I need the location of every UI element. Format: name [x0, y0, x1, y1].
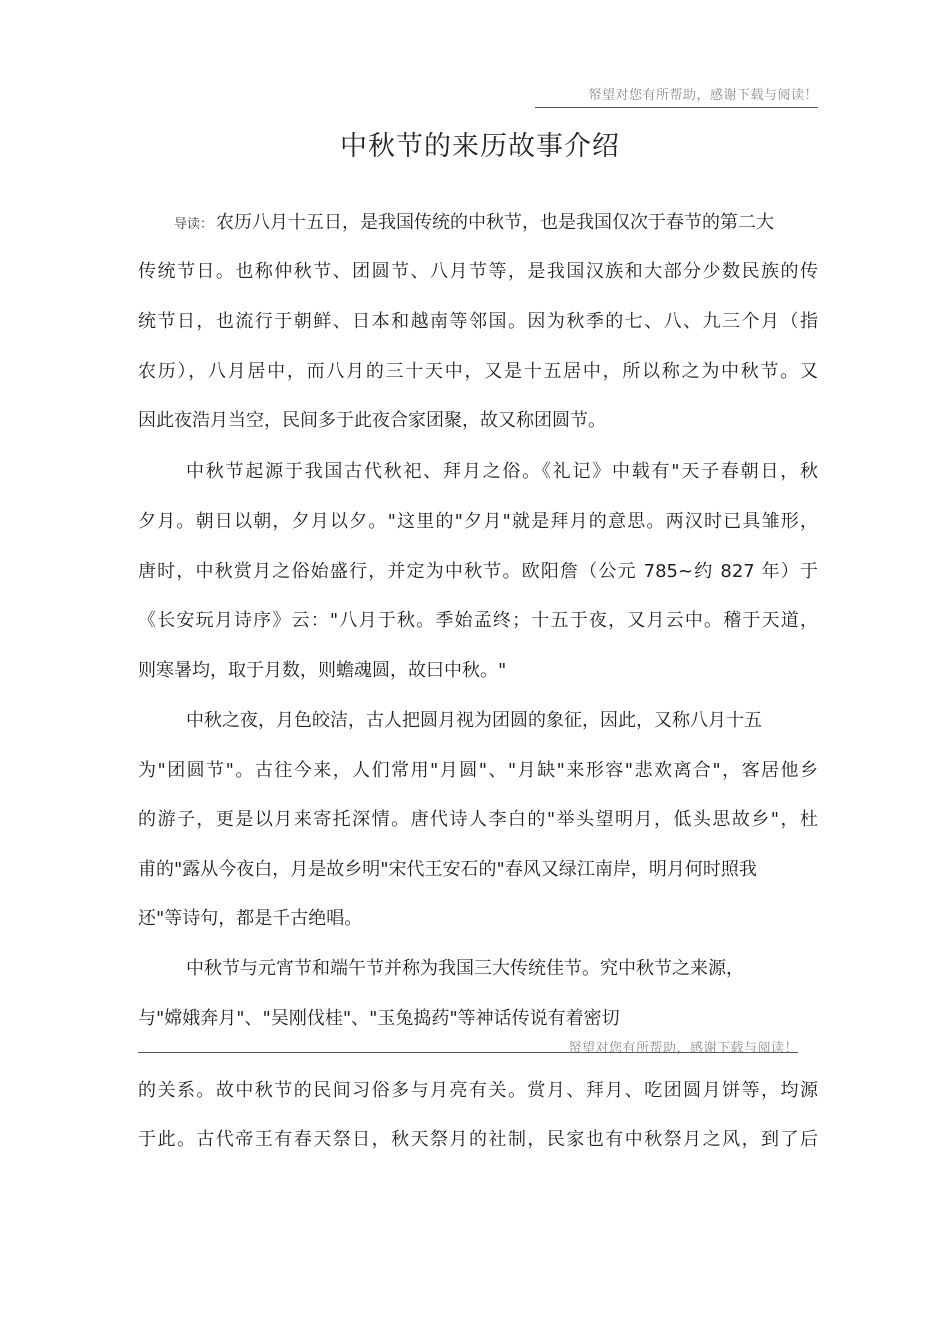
- paragraph-1-line-4: 农历），八月居中，而八月的三十天中，又是十五居中，所以称之为中秋节。又: [138, 361, 818, 382]
- paragraph-4-line-2: 与"嫦娥奔月"、"吴刚伐桂"、"玉兔捣药"等神话传说有着密切: [138, 1008, 620, 1029]
- paragraph-3-line-3: 的游子，更是以月来寄托深情。唐代诗人李白的"举头望明月，低头思故乡"，杜: [138, 809, 818, 830]
- paragraph-1-line-5: 因此夜浩月当空，民间多于此夜合家团聚，故又称团圆节。: [138, 410, 606, 431]
- paragraph-line-text: 农历八月十五日，是我国传统的中秋节，也是我国仅次于春节的第二大: [216, 212, 775, 233]
- paragraph-3-line-2: 为"团圆节"。古往今来，人们常用"月圆"、"月缺"来形容"悲欢离合"，客居他乡: [138, 760, 818, 781]
- paragraph-3-line-5: 还"等诗句，都是千古绝唱。: [138, 908, 363, 929]
- paragraph-2-line-2: 夕月。朝日以朝，夕月以夕。"这里的"夕月"就是拜月的意思。两汉时已具雏形，: [138, 511, 818, 532]
- header-rule: [535, 107, 818, 108]
- paragraph-2-line-4: 《长安玩月诗序》云："八月于秋。季始孟终；十五于夜，又月云中。稽于天道，: [138, 610, 818, 631]
- paragraph-3-line-4: 甫的"露从今夜白，月是故乡明"宋代王安石的"春风又绿江南岸，明月何时照我: [138, 859, 757, 880]
- paragraph-3-line-1: 中秋之夜，月色皎洁，古人把圆月视为团圆的象征，因此，又称八月十五: [186, 710, 762, 731]
- footer-rule: [138, 1052, 798, 1053]
- paragraph-1-line-1: [174, 212, 818, 236]
- paragraph-2-line-5: 则寒暑均，取于月数，则蟾魂圆，故曰中秋。": [138, 660, 507, 681]
- paragraph-4-line-1: 中秋节与元宵节和端午节并称为我国三大传统佳节。究中秋节之来源，: [186, 958, 744, 979]
- paragraph-2-line-1: 中秋节起源于我国古代秋祀、拜月之俗。《礼记》中载有"天子春朝日，秋: [186, 461, 818, 482]
- page-title: 中秋节的来历故事介绍: [340, 131, 620, 162]
- footer-note: 帑望对您有所帮助，感谢下载与阅读！: [568, 1041, 798, 1056]
- continuation-line-2: 于此。古代帝王有春天祭日，秋天祭月的社制，民家也有中秋祭月之风，到了后: [138, 1129, 818, 1150]
- lead-label: 导读：: [174, 217, 214, 232]
- paragraph-1-line-3: 统节日，也流行于朝鲜、日本和越南等邻国。因为秋季的七、八、九三个月（指: [138, 311, 818, 332]
- paragraph-2-line-3: 唐时，中秋赏月之俗始盛行，并定为中秋节。欧阳詹（公元 785~约 827 年）于: [138, 561, 818, 582]
- continuation-line-1: 的关系。故中秋节的民间习俗多与月亮有关。赏月、拜月、吃团圆月饼等，均源: [138, 1080, 818, 1101]
- header-note: 帑望对您有所帮助，感谢下载与阅读！: [588, 88, 818, 103]
- paragraph-1-line-2: 传统节日。也称仲秋节、团圆节、八月节等，是我国汉族和大部分少数民族的传: [138, 261, 818, 282]
